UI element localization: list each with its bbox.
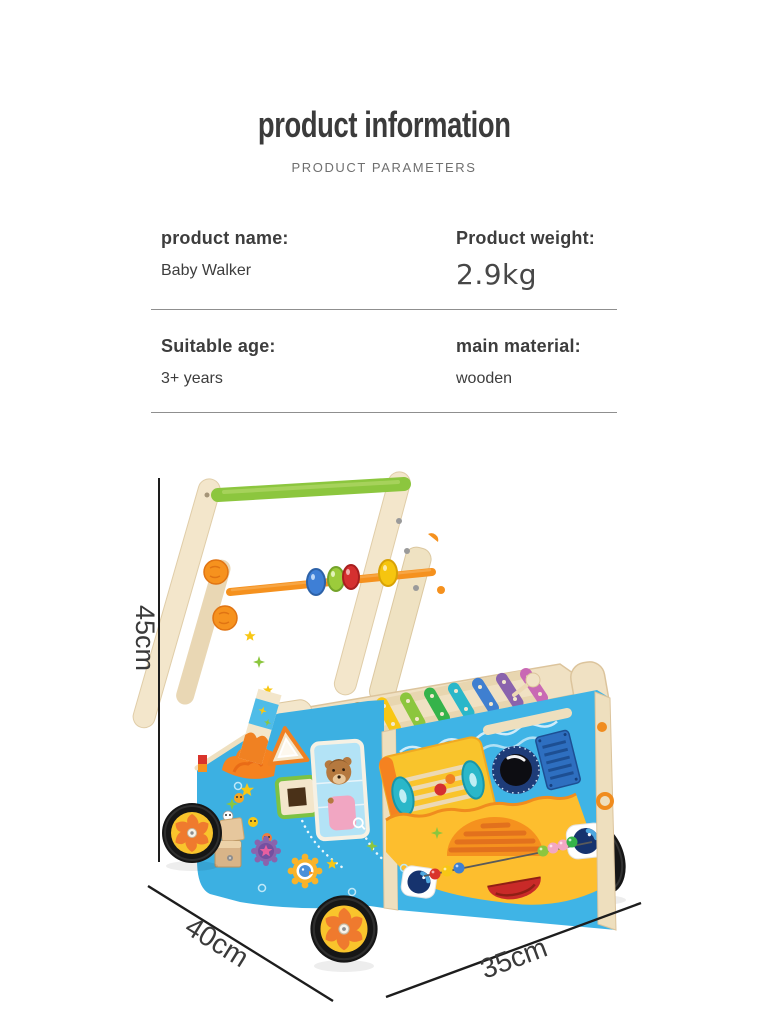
- gear-bird: [288, 854, 323, 889]
- gear-purple: [251, 836, 281, 866]
- square-hole: [276, 776, 317, 817]
- param-label: main material:: [456, 336, 581, 356]
- param-value: 3+ years: [161, 370, 223, 387]
- page-subtitle: PRODUCT PARAMETERS: [291, 160, 477, 175]
- wheel-front-left: [162, 803, 222, 863]
- height-dimension-label: 45cm: [130, 604, 160, 672]
- param-value: Baby Walker: [161, 262, 252, 279]
- bead-yellow: [379, 560, 397, 586]
- bead-blue: [307, 569, 325, 595]
- drum-mirror: [492, 746, 540, 794]
- bead-red: [343, 565, 359, 589]
- width-dimension-label: 35cm: [476, 931, 552, 985]
- page-title: product information: [257, 104, 511, 145]
- param-label: Suitable age:: [161, 336, 276, 356]
- param-label: product name:: [161, 228, 289, 248]
- param-label: Product weight:: [456, 228, 595, 248]
- param-value: 2.9kg: [456, 258, 538, 291]
- walker-illustration: [131, 469, 636, 972]
- cab-window: [312, 740, 369, 839]
- bead-green: [328, 567, 344, 591]
- bus-front-panel: [378, 690, 616, 930]
- handle-bar: [218, 482, 404, 495]
- depth-dimension-label: 40cm: [179, 910, 255, 974]
- wheel-rear-left: [310, 895, 377, 962]
- param-value: wooden: [456, 370, 513, 387]
